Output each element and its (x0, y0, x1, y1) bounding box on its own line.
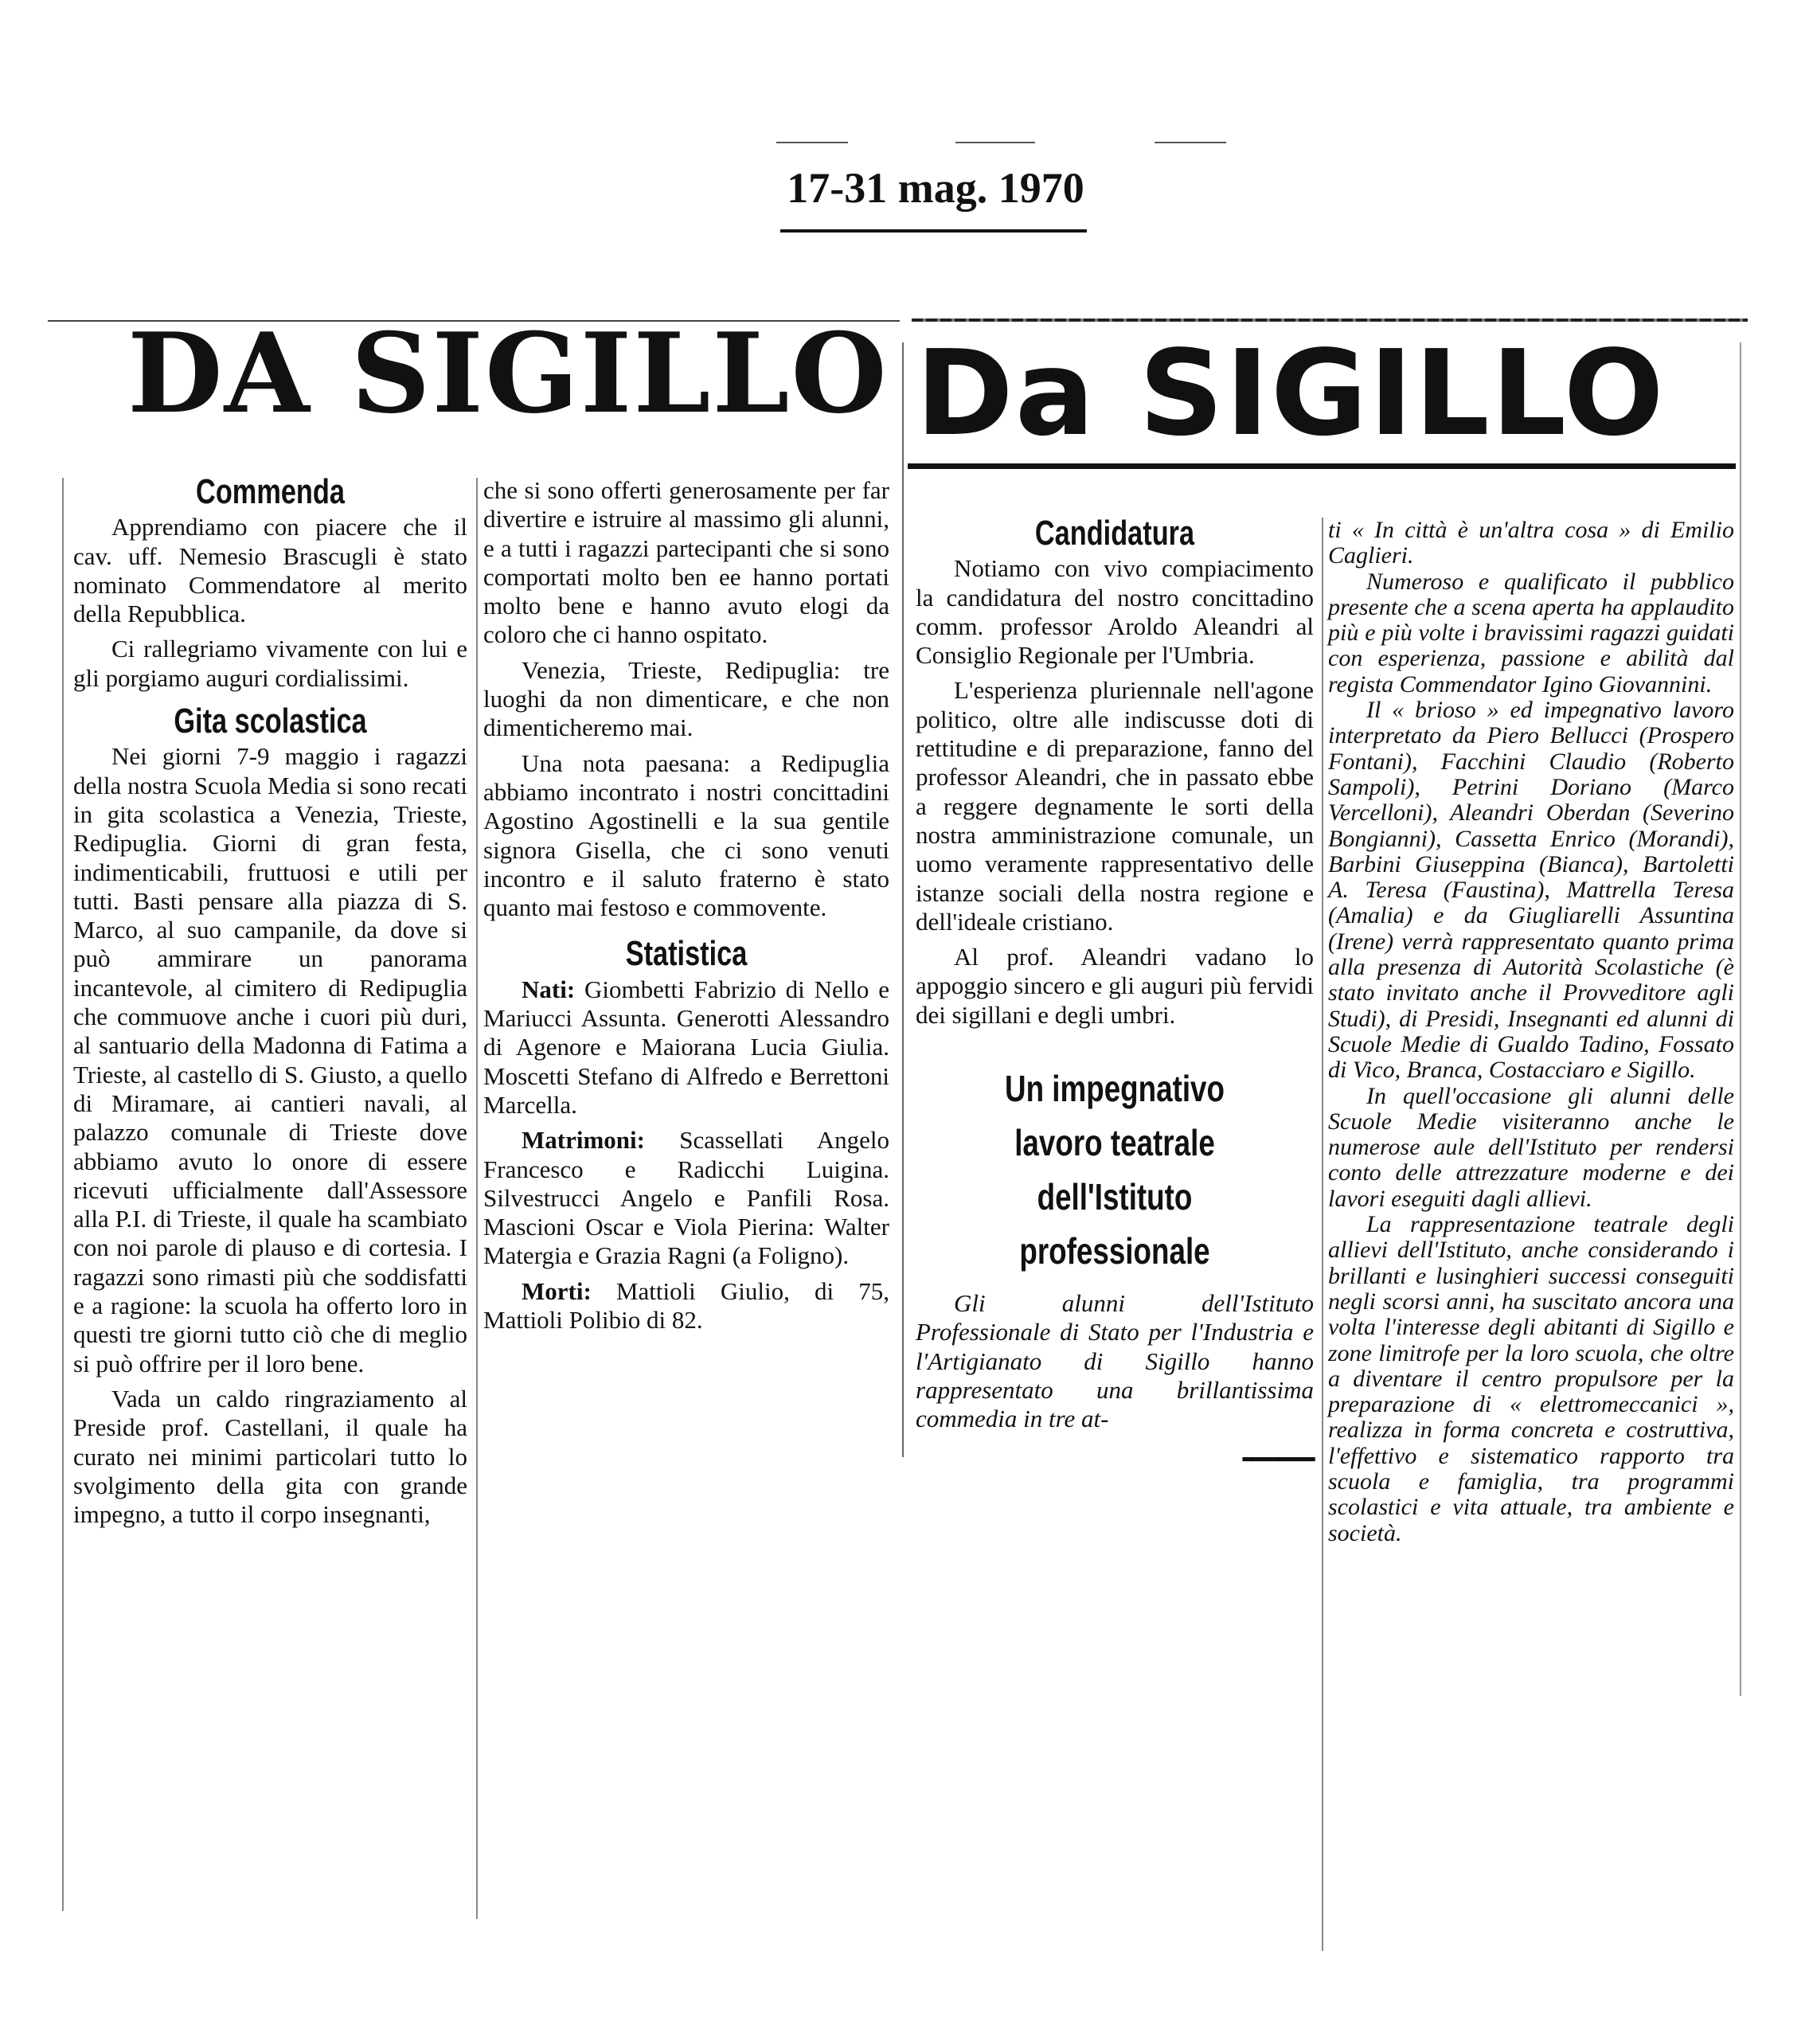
heading-statistica: Statistica (625, 934, 748, 974)
heading-teatro-line-2: lavoro teatrale (1014, 1122, 1215, 1164)
statistica-matrimoni (483, 1126, 889, 1270)
clipping-date: 17-31 mag. 1970 (787, 164, 1084, 212)
teatro-intro: Gli alunni dell'Istituto Professionale di Stato per l'Industria e l'Artigianato di Sigillo hanno rappresentato una brillantissima commedia in tre at- (916, 1289, 1314, 1433)
right-column-2 (1328, 518, 1734, 1546)
right-outer-border (1740, 342, 1741, 1696)
statistica-matrimoni-label: Matrimoni: (522, 1126, 645, 1155)
left-column-1 (73, 472, 467, 1529)
right-column-divider (1322, 518, 1323, 1951)
teatro-paragraph-3: Il « brioso » ed impegnativo lavoro interpretato da Piero Bellucci (Prospero Fontani), Facchini Claudio (Roberto Sampoli), Petrini Doriano (Marco Vercelloni), Aleandri Oberdan (Severino Bongianni), Cassetta Enrico (Morandi), Barbini Giuseppina (Bianca), Bartoletti A. Teresa (Faustina), Mattrella Teresa (Amalia) e da Giugliarelli Assuntina (Irene) verrà rappresentato quanto prima alla presenza di Autorità Scolastiche (è stato invitato anche il Provveditore agli Studi), di Presidi, Insegnanti ed alunni di Scuole Medie di Gualdo Tadino, Fossato di Vico, Branca, Costacciaro e Sigillo. (1328, 697, 1734, 1084)
gita-continued-paragraph-1: che si sono offerti generosamente per far divertire e istruire al massimo gli alunni, e a tutti i ragazzi partecipanti che si sono comportati molto ben ee hanno portati molto bene e hanno avuto elogi da coloro che ci hanno ospitato. (483, 476, 889, 649)
statistica-matrimoni-text: Scassellati Angelo Francesco e Radicchi Luigina. Silvestrucci Angelo e Panfili Rosa. Mascioni Oscar e Viola Pierina: Walter Matergia e Grazia Ragni (a Foligno). (483, 1126, 889, 1270)
candidatura-paragraph-2: L'esperienza pluriennale nell'agone politico, oltre alle indiscusse doti di rettitudine e di preparazione, fanno del professor Aleandri, che in passato ebbe a reggere degnamente le sorti della nostra amministrazione comunale, un uomo veramente rappresentativo delle istanze sociali della nostra regione e dell'ideale cristiano. (916, 676, 1314, 936)
right-top-rule (912, 319, 1748, 322)
candidatura-paragraph-1: Notiamo con vivo compiacimento la candidatura del nostro concittadino comm. professor Aroldo Aleandri al Consiglio Regionale per l'Umbria. (916, 554, 1314, 670)
heading-gita-scolastica: Gita scolastica (174, 702, 367, 741)
gita-continued-paragraph-2: Venezia, Trieste, Redipuglia: tre luoghi da non dimenticare, e che non dimenticheremo mai. (483, 655, 889, 742)
candidatura-paragraph-3: Al prof. Aleandri vadano lo appoggio sincero e gli auguri più fervidi dei sigillani e degli umbri. (916, 943, 1314, 1029)
right-masthead: Da SIGILLO (916, 325, 1666, 462)
heading-candidatura: Candidatura (1034, 514, 1195, 553)
commenda-paragraph-1: Apprendiamo con piacere che il cav. uff. Nemesio Brascugli è stato nominato Commendatore al merito della Repubblica. (73, 513, 467, 628)
statistica-nati (483, 975, 889, 1120)
teatro-paragraph-1: ti « In città è un'altra cosa » di Emilio Caglieri. (1328, 517, 1734, 569)
right-column-1 (916, 514, 1314, 1472)
gita-continued-paragraph-3: Una nota paesana: a Redipuglia abbiamo incontrato i nostri concittadini Agostino Agostinelli e la sua gentile signora Gisella, che ci sono venuti incontro e il saluto fraterno è stato quanto mai festoso e commovente. (483, 748, 889, 922)
header-dash-left (776, 142, 848, 143)
left-masthead: DA SIGILLO (127, 308, 889, 438)
header-dash-right (1155, 142, 1226, 143)
left-column-divider (476, 478, 478, 1919)
statistica-nati-text: Giombetti Fabrizio di Nello e Mariucci Assunta. Generotti Alessandro di Agenore e Maiorana Lucia Giulia. Moscetti Stefano di Alfredo e Berrettoni Marcella. (483, 975, 890, 1119)
teatro-paragraph-5: La rappresentazione teatrale degli allievi dell'Istituto, anche considerando i brillanti e lusinghieri successi conseguiti negli scorsi anni, ha suscitato ancora una volta l'interesse degli abitanti di Sigillo e zone limitrofe per la loro scuola, che oltre a diventare il centro propulsore per la preparazione di « elettromeccanici », realizza in forma concreta e costruttiva, l'effettivo e sistematico rapporto tra scuola e famiglia, tra programmi scolastici e vita attuale, tra ambiente e società. (1328, 1211, 1734, 1546)
heading-commenda: Commenda (196, 472, 345, 511)
gita-paragraph-1: Nei giorni 7-9 maggio i ragazzi della nostra Scuola Media si sono recati in gita scolastica a Venezia, Trieste, Redipuglia. Giorni di gran festa, indimenticabili, fruttuosi e utili per tutti. Basti pensare alla piazza di S. Marco, al suo campanile, da dove si può ammirare un panorama incantevole, al cimitero di Redipuglia che commuove anche i cuori più duri, al santuario della Madonna di Fatima a Trieste, al castello di S. Giusto, a quello di Miramare, ai cantieri navali, al palazzo comunale di Trieste dove abbiamo avuto lo onore di essere ricevuti ufficialmente dall'Assessore alla P.I. di Trieste, il quale ha scambiato con noi parole di plauso e di cortesia. I ragazzi sono rimasti più che soddisfatti e a ragione: la scuola ha offerto loro in questi tre giorni tutto ciò che di meglio si può offrire per il loro bene. (73, 742, 467, 1378)
left-outer-border (62, 478, 64, 1911)
heading-teatro (955, 1061, 1274, 1278)
teatro-paragraph-4: In quell'occasione gli alunni delle Scuole Medie visiteranno anche le numerose aule dell'Istituto per rendersi conto delle attrezzature moderne e dei lavori eseguiti dagli allievi. (1328, 1082, 1734, 1212)
heading-teatro-line-1: Un impegnativo (1004, 1068, 1225, 1110)
gita-paragraph-2: Vada un caldo ringraziamento al Preside prof. Castellani, il quale ha curato nei minimi particolari tutto lo svolgimento della gita con grande impegno, a tutto il corpo insegnanti, (73, 1384, 467, 1529)
right-masthead-rule (908, 463, 1736, 469)
statistica-morti-label: Morti: (522, 1276, 592, 1305)
heading-teatro-line-3: dell'Istituto professionale (1019, 1176, 1210, 1272)
statistica-morti (483, 1277, 889, 1335)
end-ornament: ▬▬▬▬▬▬▬▬ (1242, 1447, 1314, 1468)
statistica-nati-label: Nati: (522, 975, 576, 1003)
left-column-2 (483, 476, 889, 1335)
page-divider (902, 342, 904, 1457)
statistica-morti-text: Mattioli Giulio, di 75, Mattioli Polibio di 82. (483, 1276, 889, 1335)
commenda-paragraph-2: Ci rallegriamo vivamente con lui e gli porgiamo auguri cordialissimi. (73, 635, 467, 692)
teatro-paragraph-2: Numeroso e qualificato il pubblico presente che a scena aperta ha applaudito più e più volte i bravissimi ragazzi guidati con esperienza, passione e abilità dal regista Commendator Igino Giovannini. (1328, 568, 1734, 698)
date-underline (780, 229, 1087, 233)
header-dash-mid (955, 142, 1035, 143)
